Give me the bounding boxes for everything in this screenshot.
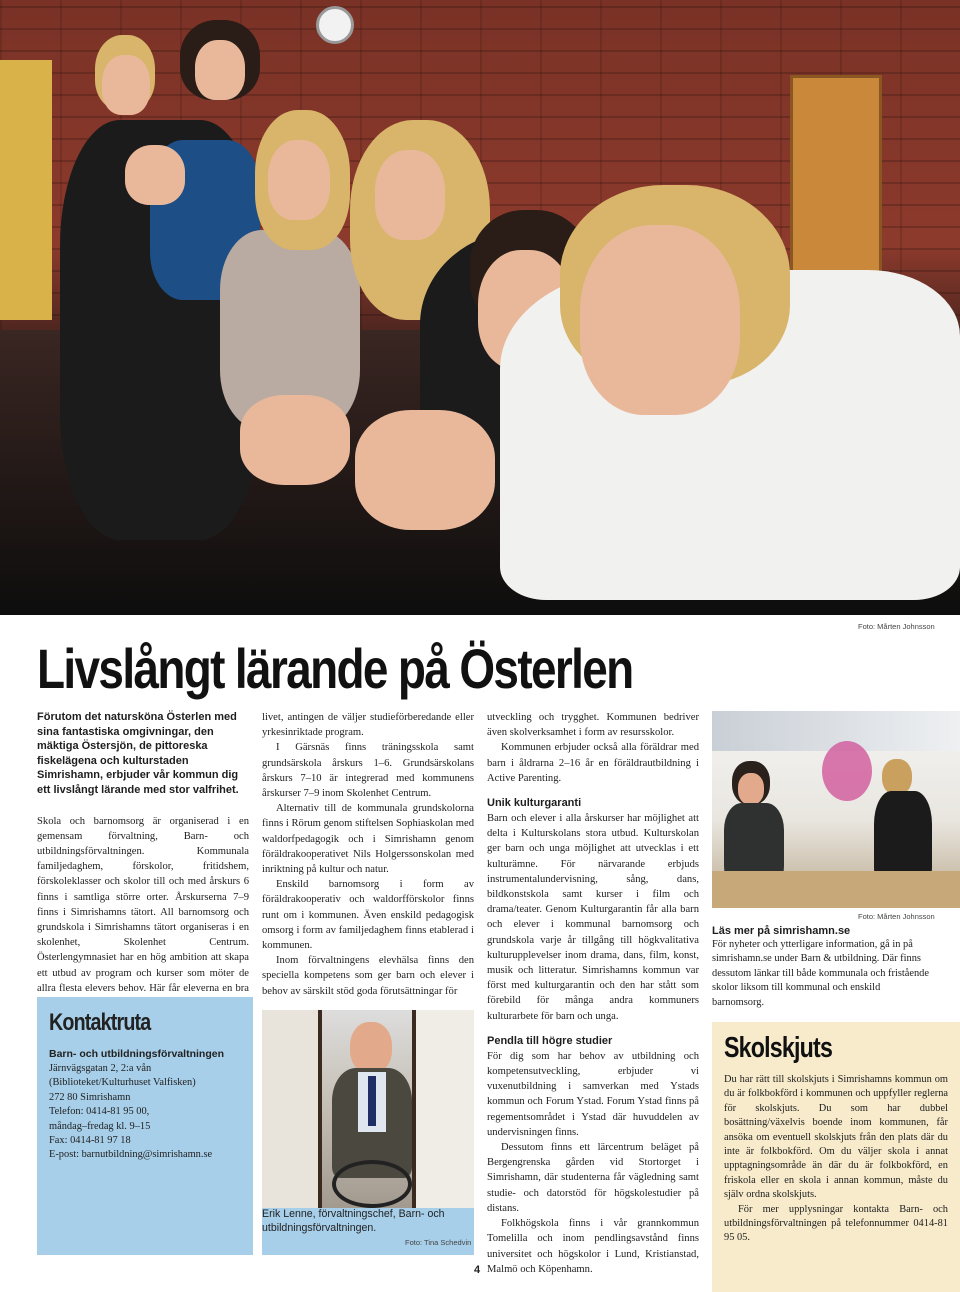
contact-email[interactable]: E-post: barnutbildning@simrishamn.se [49,1149,213,1161]
contact-line: Järnvägsgatan 2, 2:a vån [49,1063,152,1074]
body-paragraph: livet, antingen de väljer studieförberedande eller yrkesinriktade program. [262,712,474,739]
body-paragraph: Du har rätt till skolskjuts i Simrishamns kommun om du är folkbokförd i kommunen och uppfyller reglerna för skolskjuts. Du som har dubbel bosättning/växelvis boende inom kommunen, får ansöka om eventuell skolskjuts från den plats där du inte är folkbokförd. Om du väljer skola i annat upptagningsområde än där du är folkbokförd, en friskola eller en skola i annan kommun, måste du själv ordna skolskjuts. [724,1074,948,1201]
page-headline: Livslångt lärande på Österlen [37,637,633,700]
body-paragraph: Alternativ till de kommunala grundskolorna finns i Rörum genom stiftelsen Sophiaskolan med waldorfpedagogik och i Simrishamn genom föräldrakooperativet Nils Holgerssonskolan med inriktning på kultur och natur. [262,803,474,876]
dancer-face [375,150,445,240]
wall-clock [316,6,354,44]
portrait-photo-credit: Foto: Tina Schedvin [405,1238,472,1247]
body-paragraph: För dig som har behov av utbildning och kompetensutveckling, erbjuder vi vuxenutbildning i samverkan med Ystads kommun och Forum Ystad. Forum Ystad finns på regementsområdet i Ystad där huvuddelen av undervisningen finns. [487,1050,699,1138]
portrait-box [262,1010,474,1255]
dancer-face [195,40,245,100]
body-paragraph: Skola och barnomsorg är organiserad i en gemensam förvaltning, Barn- och utbildningsförvaltningen. Kommunala familjedaghem, förskolor, fritidshem, förskoleklasser och skolor till och med årskurs 6 finns i samtliga större orter. Årskurserna 7–9 finns i Simrishamns tätort. All barnomsorg och grundskola i Simrishamns tätort organiseras i en skolenhet, Skolenhet Centrum. Österlengymnasiet har en hög ambition att skapa ett utbud av program och kurser som möter de allra flesta elevers behov. Här får eleverna en bra [37,815,249,994]
body-paragraph: Inom förvaltningens elevhälsa finns den speciella kompetens som ger barn och elever i behov av särskilt stöd goda förutsättningar för [262,955,474,997]
dancer-hand [240,395,350,485]
web-info-text: För nyheter och ytterligare information, gå in på simrishamn.se under Barn & utbildning. Där finns dessutom länkar till både kommunala och fristående skolor liksom till kommunal och enskild barnomsorg. [712,939,929,1008]
shop-photo-credit: Foto: Mårten Johnsson [858,912,935,921]
body-paragraph: Kommunen erbjuder också alla föräldrar med barn i åldrarna 2–16 år en föräldrautbildning i Active Parenting. [487,742,699,784]
subheading-kulturgaranti: Unik kulturgaranti [487,797,582,810]
subheading-pendla: Pendla till högre studier [487,1034,613,1047]
portrait-caption: Erik Lenne, förvaltningschef, Barn- och utbildningsförvaltningen. [262,1208,445,1234]
contact-hours: måndag–fredag kl. 9–15 [49,1120,151,1132]
contact-box [37,997,253,1255]
web-info [712,924,932,1010]
body-paragraph: Dessutom finns ett lärcentrum beläget på Bergengrenska gården vid Stortorget i Simrishamn, där studenterna får vägledning samt studie- och datorstöd för högskolestudier på distans. [487,1142,699,1214]
body-paragraph: I Gärsnäs finns träningsskola samt grundsärskola årskurs 1–6. Grundsärskolans årskurs 7–10 är integrerad med kommunens årskurser 7–9 inom Skolenhet Centrum. [262,742,474,800]
school-transport-title: Skolskjuts [724,1032,833,1064]
body-paragraph: För mer upplysningar kontakta Barn- och utbildningsförvaltningen på telefonnummer 0414-81 95 05. [724,1203,948,1244]
wall-panel [0,60,52,320]
web-info-title[interactable]: Läs mer på simrishamn.se [712,925,851,937]
dancer-face [268,140,330,220]
column-1 [37,710,249,1011]
hero-photo [0,0,960,615]
dancer-hand [355,410,495,530]
dancer-face [580,225,740,415]
contact-phone: Telefon: 0414-81 95 00, [49,1106,150,1118]
contact-organisation: Barn- och utbildningsförvaltningen [49,1048,224,1060]
body-paragraph: Barn och elever i alla årskurser har möjlighet att delta i Kulturskolans stora utbud. Kulturskolan ger barn och unga möjlighet att utvecklas i ett kulturämne. För närvarande erbjuds instrumentalundervisning, sång, dans, bildkonstskola samt kurser i film och drama/teater. Genom Kulturgarantin får alla barn och elever i kommunal barnomsorg och grundskola varje år tillgång till högkvalitativa kulturupplevelser inom drama, dans, film, konst, musik och litteratur. Simrishamns kommun var först med kulturgarantin och den har stått som förebild för många andra kommuners kulturarbete för barn och unga. [487,813,699,1022]
flower-shop-photo [712,711,960,908]
body-paragraph: Folkhögskola finns i vår grannkommun Tomelilla och inom pendlingsavstånd finns universitet och högskolor i Lund, Kristianstad, Malmö och Köpenhamn. [487,1218,699,1275]
portrait-photo [262,1010,474,1208]
hero-photo-credit: Foto: Mårten Johnsson [858,622,935,631]
lead-paragraph: Förutom det natursköna Österlen med sina fantastiska omgivningar, den mäktiga Östersjön, de pittoreska fiskelägena och kulturstaden Simrishamn, erbjuder vår kommun dig ett livslångt lärande med stor valfrihet. [37,711,239,796]
body-paragraph: utveckling och trygghet. Kommunen bedriver även skolverksamhet i form av resursskolor. [487,712,699,739]
contact-line: 272 80 Simrishamn [49,1091,131,1103]
dancer-face [125,145,185,205]
page-number: 4 [474,1264,481,1276]
contact-line: (Biblioteket/Kulturhuset Valfisken) [49,1077,196,1089]
column-2 [262,710,474,999]
school-transport-box [712,1022,960,1292]
contact-box-title: Kontaktruta [49,1009,151,1036]
contact-fax: Fax: 0414-81 97 18 [49,1135,131,1147]
column-3 [487,710,699,1277]
door [790,75,882,275]
body-paragraph: Enskild barnomsorg i form av föräldrakooperativ och waldorfförskolor finns runt om i kommunen. Även enskild pedagogisk omsorg i form av familjedaghem finns etablerad i kommunen. [262,879,474,952]
dancer-face [102,55,150,115]
